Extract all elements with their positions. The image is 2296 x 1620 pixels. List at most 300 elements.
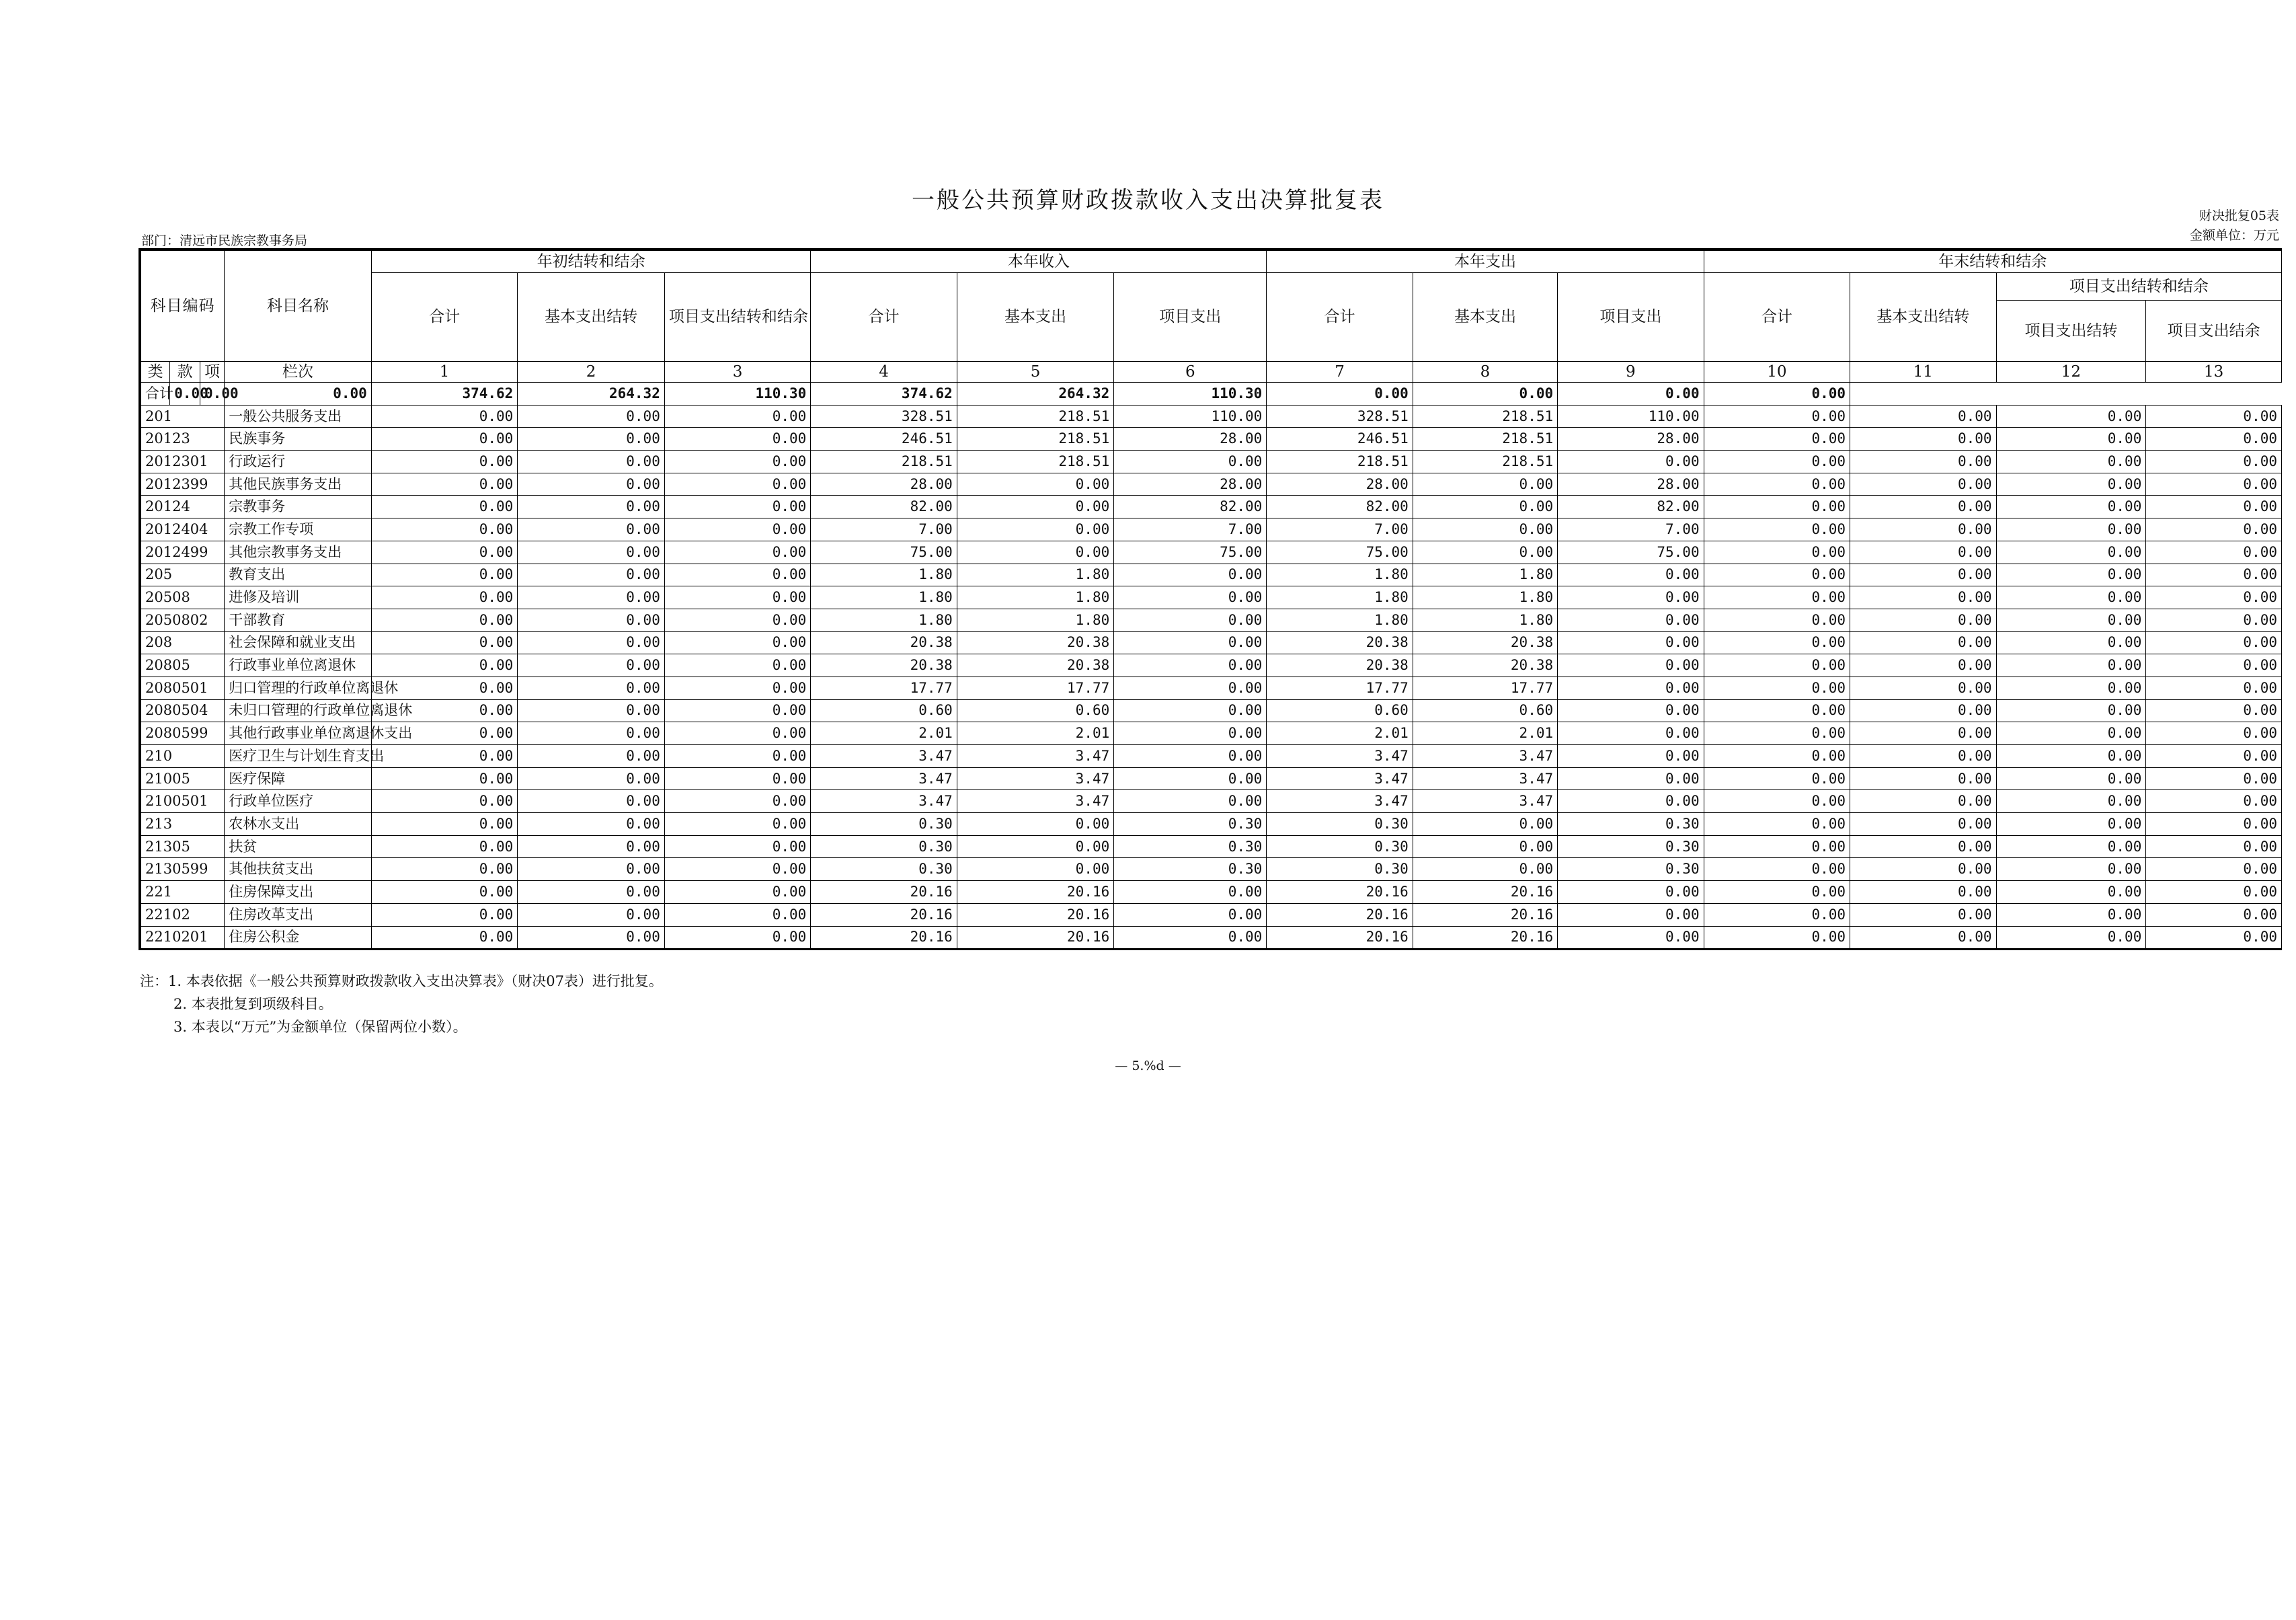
col-index-8: 8 — [1413, 362, 1557, 383]
amount-cell: 20.38 — [1413, 631, 1557, 654]
header-xiang: 项 — [200, 362, 225, 383]
amount-cell: 0.00 — [664, 813, 810, 836]
amount-cell: 1.80 — [957, 609, 1113, 631]
amount-cell: 0.00 — [1114, 926, 1267, 950]
amount-cell: 0.00 — [1558, 609, 1704, 631]
table-row — [140, 790, 2282, 813]
amount-cell: 0.00 — [518, 631, 665, 654]
amount-cell: 0.00 — [371, 518, 517, 541]
amount-cell: 110.00 — [1114, 405, 1267, 428]
amount-cell: 0.00 — [1996, 586, 2146, 609]
amount-cell: 0.00 — [518, 881, 665, 904]
amount-cell: 0.00 — [371, 813, 517, 836]
amount-cell: 0.00 — [518, 835, 665, 858]
amount-cell: 3.47 — [1267, 745, 1413, 768]
amount-cell: 20.38 — [957, 631, 1113, 654]
subject-name: 行政单位医疗 — [225, 790, 372, 813]
amount-cell: 0.00 — [518, 745, 665, 768]
amount-cell: 0.00 — [1996, 496, 2146, 518]
amount-cell: 0.00 — [371, 699, 517, 722]
header-col-2: 基本支出结转 — [518, 273, 665, 362]
amount-cell: 0.00 — [1850, 496, 1996, 518]
amount-cell: 0.00 — [1114, 654, 1267, 677]
amount-cell: 20.38 — [1267, 654, 1413, 677]
amount-cell: 0.00 — [664, 473, 810, 496]
amount-cell: 0.00 — [2146, 609, 2282, 631]
amount-cell: 20.16 — [1413, 926, 1557, 950]
amount-cell: 0.00 — [1996, 835, 2146, 858]
amount-cell: 0.00 — [1850, 564, 1996, 586]
note-line: 2. 本表批复到项级科目。 — [173, 996, 333, 1012]
amount-cell: 0.00 — [1413, 496, 1557, 518]
amount-cell: 0.00 — [371, 541, 517, 564]
amount-cell: 218.51 — [1267, 451, 1413, 473]
page-footer: — 5.%d — — [1115, 1058, 1181, 1073]
table-row — [140, 881, 2282, 904]
col-index-10: 10 — [1704, 362, 1850, 383]
amount-cell: 0.00 — [1413, 858, 1557, 881]
amount-cell: 0.00 — [2146, 835, 2282, 858]
budget-table — [138, 248, 2282, 950]
amount-cell: 3.47 — [1413, 767, 1557, 790]
amount-cell: 0.00 — [371, 881, 517, 904]
amount-cell: 28.00 — [1114, 473, 1267, 496]
amount-cell: 0.00 — [1704, 858, 1850, 881]
amount-cell: 0.00 — [2146, 405, 2282, 428]
amount-cell: 0.00 — [371, 564, 517, 586]
header-col-8: 基本支出 — [1413, 273, 1557, 362]
amount-cell: 7.00 — [811, 518, 957, 541]
table-row — [140, 654, 2282, 677]
currency-unit: 金额单位：万元 — [2189, 228, 2279, 243]
amount-cell: 0.00 — [1114, 903, 1267, 926]
amount-cell: 1.80 — [811, 586, 957, 609]
table-row — [140, 767, 2282, 790]
amount-cell: 0.00 — [1996, 858, 2146, 881]
amount-cell: 0.00 — [1704, 405, 1850, 428]
amount-cell: 0.00 — [1558, 790, 1704, 813]
amount-cell: 0.00 — [1558, 903, 1704, 926]
header-col-6: 项目支出 — [1114, 273, 1267, 362]
amount-cell: 0.30 — [1267, 858, 1413, 881]
amount-cell: 246.51 — [811, 428, 957, 451]
subject-code: 2012301 — [140, 451, 225, 473]
amount-cell: 0.00 — [1850, 767, 1996, 790]
amount-cell: 0.00 — [1996, 405, 2146, 428]
amount-cell: 28.00 — [1267, 473, 1413, 496]
amount-cell: 0.00 — [664, 858, 810, 881]
total-cell: 374.62 — [371, 383, 517, 406]
amount-cell: 0.00 — [2146, 722, 2282, 745]
amount-cell: 0.00 — [1558, 451, 1704, 473]
amount-cell: 0.00 — [2146, 428, 2282, 451]
amount-cell: 0.30 — [1267, 813, 1413, 836]
col-index-1: 1 — [371, 362, 517, 383]
amount-cell: 0.00 — [2146, 677, 2282, 699]
amount-cell: 0.00 — [2146, 654, 2282, 677]
amount-cell: 0.00 — [1114, 699, 1267, 722]
subject-code: 221 — [140, 881, 225, 904]
subject-name: 行政事业单位离退休 — [225, 654, 372, 677]
amount-cell: 0.00 — [1114, 631, 1267, 654]
total-cell: 110.30 — [1114, 383, 1267, 406]
amount-cell: 0.00 — [664, 518, 810, 541]
amount-cell: 1.80 — [1267, 586, 1413, 609]
header-group-closing: 年末结转和结余 — [1704, 249, 2281, 273]
amount-cell: 20.16 — [957, 881, 1113, 904]
amount-cell: 0.00 — [371, 835, 517, 858]
amount-cell: 0.00 — [1996, 722, 2146, 745]
amount-cell: 0.00 — [957, 835, 1113, 858]
amount-cell: 0.00 — [1850, 926, 1996, 950]
amount-cell: 20.16 — [1267, 903, 1413, 926]
amount-cell: 3.47 — [957, 767, 1113, 790]
amount-cell: 82.00 — [1558, 496, 1704, 518]
amount-cell: 82.00 — [1267, 496, 1413, 518]
subject-name: 教育支出 — [225, 564, 372, 586]
amount-cell: 0.00 — [2146, 451, 2282, 473]
amount-cell: 0.00 — [2146, 767, 2282, 790]
amount-cell: 0.00 — [2146, 541, 2282, 564]
amount-cell: 82.00 — [811, 496, 957, 518]
table-row — [140, 677, 2282, 699]
amount-cell: 0.00 — [2146, 631, 2282, 654]
table-row — [140, 835, 2282, 858]
amount-cell: 0.00 — [1850, 722, 1996, 745]
col-index-3: 3 — [664, 362, 810, 383]
subject-name: 社会保障和就业支出 — [225, 631, 372, 654]
amount-cell: 20.16 — [811, 881, 957, 904]
amount-cell: 7.00 — [1267, 518, 1413, 541]
amount-cell: 0.00 — [1996, 745, 2146, 768]
amount-cell: 0.30 — [811, 858, 957, 881]
header-group-income: 本年收入 — [811, 249, 1267, 273]
amount-cell: 28.00 — [811, 473, 957, 496]
subject-name: 宗教事务 — [225, 496, 372, 518]
amount-cell: 0.00 — [1413, 813, 1557, 836]
table-row — [140, 722, 2282, 745]
amount-cell: 20.16 — [957, 903, 1113, 926]
subject-name: 住房改革支出 — [225, 903, 372, 926]
header-col-13: 项目支出结余 — [2146, 301, 2282, 362]
amount-cell: 20.38 — [1413, 654, 1557, 677]
amount-cell: 0.00 — [371, 745, 517, 768]
amount-cell: 0.00 — [371, 722, 517, 745]
amount-cell: 0.00 — [1850, 405, 1996, 428]
amount-cell: 0.00 — [664, 586, 810, 609]
amount-cell: 0.00 — [1558, 881, 1704, 904]
amount-cell: 0.30 — [1114, 813, 1267, 836]
amount-cell: 0.00 — [1114, 609, 1267, 631]
amount-cell: 0.00 — [664, 451, 810, 473]
amount-cell: 0.00 — [518, 858, 665, 881]
amount-cell: 0.00 — [957, 813, 1113, 836]
table-row — [140, 699, 2282, 722]
amount-cell: 0.00 — [1996, 473, 2146, 496]
header-group-opening: 年初结转和结余 — [371, 249, 810, 273]
amount-cell: 0.00 — [371, 767, 517, 790]
amount-cell: 0.00 — [664, 745, 810, 768]
amount-cell: 0.00 — [1996, 881, 2146, 904]
amount-cell: 0.00 — [518, 767, 665, 790]
amount-cell: 17.77 — [1413, 677, 1557, 699]
col-index-5: 5 — [957, 362, 1113, 383]
col-index-7: 7 — [1267, 362, 1413, 383]
amount-cell: 0.00 — [664, 609, 810, 631]
amount-cell: 0.00 — [371, 405, 517, 428]
form-number: 财决批复05表 — [2199, 208, 2279, 223]
header-kuan: 款 — [170, 362, 200, 383]
amount-cell: 0.00 — [1413, 518, 1557, 541]
table-row — [140, 926, 2282, 950]
amount-cell: 20.16 — [811, 926, 957, 950]
amount-cell: 0.00 — [1558, 586, 1704, 609]
amount-cell: 2.01 — [1413, 722, 1557, 745]
amount-cell: 0.00 — [664, 405, 810, 428]
amount-cell: 218.51 — [957, 428, 1113, 451]
subject-name: 医疗卫生与计划生育支出 — [225, 745, 372, 768]
subject-code: 2080599 — [140, 722, 225, 745]
subject-name: 归口管理的行政单位离退休 — [225, 677, 372, 699]
table-row — [140, 564, 2282, 586]
amount-cell: 0.60 — [811, 699, 957, 722]
total-cell: 0.00 — [1704, 383, 1850, 406]
subject-name: 干部教育 — [225, 609, 372, 631]
amount-cell: 17.77 — [957, 677, 1113, 699]
subject-name: 农林水支出 — [225, 813, 372, 836]
amount-cell: 0.00 — [2146, 564, 2282, 586]
amount-cell: 0.00 — [957, 496, 1113, 518]
header-col-9: 项目支出 — [1558, 273, 1704, 362]
header-col-5: 基本支出 — [957, 273, 1113, 362]
amount-cell: 218.51 — [1413, 405, 1557, 428]
amount-cell: 0.00 — [1704, 541, 1850, 564]
amount-cell: 0.00 — [2146, 586, 2282, 609]
amount-cell: 0.00 — [1996, 767, 2146, 790]
amount-cell: 218.51 — [1413, 451, 1557, 473]
amount-cell: 0.00 — [371, 903, 517, 926]
department-label: 部门：清远市民族宗教事务局 — [141, 233, 308, 248]
amount-cell: 0.00 — [2146, 926, 2282, 950]
table-row — [140, 609, 2282, 631]
amount-cell: 0.00 — [1114, 745, 1267, 768]
amount-cell: 0.00 — [1850, 631, 1996, 654]
amount-cell: 7.00 — [1114, 518, 1267, 541]
amount-cell: 1.80 — [1267, 564, 1413, 586]
col-index-4: 4 — [811, 362, 957, 383]
amount-cell: 1.80 — [811, 564, 957, 586]
amount-cell: 0.00 — [1850, 813, 1996, 836]
amount-cell: 0.00 — [371, 677, 517, 699]
total-cell: 264.32 — [957, 383, 1113, 406]
amount-cell: 2.01 — [957, 722, 1113, 745]
table-row — [140, 496, 2282, 518]
page-title: 一般公共预算财政拨款收入支出决算批复表 — [912, 187, 1384, 214]
total-cell: 264.32 — [518, 383, 665, 406]
subject-name: 其他宗教事务支出 — [225, 541, 372, 564]
subject-name: 行政运行 — [225, 451, 372, 473]
subject-code: 22102 — [140, 903, 225, 926]
amount-cell: 0.00 — [664, 790, 810, 813]
amount-cell: 20.38 — [957, 654, 1113, 677]
total-row — [140, 383, 2282, 406]
amount-cell: 0.00 — [518, 677, 665, 699]
table-row — [140, 518, 2282, 541]
amount-cell: 0.00 — [1704, 926, 1850, 950]
amount-cell: 75.00 — [1558, 541, 1704, 564]
subject-code: 21305 — [140, 835, 225, 858]
table-row — [140, 631, 2282, 654]
amount-cell: 0.00 — [957, 858, 1113, 881]
amount-cell: 0.00 — [1704, 881, 1850, 904]
amount-cell: 0.00 — [664, 564, 810, 586]
amount-cell: 218.51 — [811, 451, 957, 473]
amount-cell: 0.00 — [518, 813, 665, 836]
amount-cell: 0.00 — [664, 541, 810, 564]
amount-cell: 0.00 — [1558, 631, 1704, 654]
amount-cell: 0.00 — [1413, 541, 1557, 564]
amount-cell: 0.00 — [664, 699, 810, 722]
amount-cell: 0.00 — [1558, 745, 1704, 768]
amount-cell: 0.00 — [664, 654, 810, 677]
amount-cell: 28.00 — [1558, 428, 1704, 451]
amount-cell: 0.00 — [1558, 699, 1704, 722]
amount-cell: 0.00 — [371, 428, 517, 451]
amount-cell: 0.00 — [371, 654, 517, 677]
amount-cell: 0.00 — [1114, 881, 1267, 904]
amount-cell: 0.30 — [1558, 835, 1704, 858]
header-col-12: 项目支出结转 — [1996, 301, 2146, 362]
amount-cell: 0.00 — [2146, 903, 2282, 926]
amount-cell: 0.00 — [1850, 654, 1996, 677]
amount-cell: 0.00 — [1413, 835, 1557, 858]
amount-cell: 0.00 — [1996, 790, 2146, 813]
amount-cell: 0.00 — [1558, 677, 1704, 699]
amount-cell: 82.00 — [1114, 496, 1267, 518]
amount-cell: 0.00 — [1704, 564, 1850, 586]
amount-cell: 0.00 — [664, 631, 810, 654]
amount-cell: 0.00 — [1996, 451, 2146, 473]
header-col-3: 项目支出结转和结余 — [664, 273, 810, 362]
amount-cell: 3.47 — [811, 790, 957, 813]
amount-cell: 3.47 — [957, 790, 1113, 813]
amount-cell: 0.30 — [1114, 858, 1267, 881]
col-index-13: 13 — [2146, 362, 2282, 383]
note-line: 3. 本表以“万元”为金额单位（保留两位小数）。 — [173, 1019, 467, 1035]
total-cell: 374.62 — [811, 383, 957, 406]
total-cell: 0.00 — [225, 383, 372, 406]
amount-cell: 0.00 — [1704, 586, 1850, 609]
amount-cell: 0.00 — [518, 473, 665, 496]
subject-code: 2210201 — [140, 926, 225, 950]
table-container — [138, 248, 2282, 950]
table-row — [140, 473, 2282, 496]
subject-code: 2080504 — [140, 699, 225, 722]
amount-cell: 0.00 — [1114, 564, 1267, 586]
amount-cell: 75.00 — [1114, 541, 1267, 564]
amount-cell: 20.16 — [957, 926, 1113, 950]
subject-code: 2080501 — [140, 677, 225, 699]
total-cell: 0.00 — [170, 383, 200, 406]
amount-cell: 328.51 — [1267, 405, 1413, 428]
amount-cell: 0.00 — [518, 451, 665, 473]
amount-cell: 0.00 — [1704, 813, 1850, 836]
subject-code: 213 — [140, 813, 225, 836]
amount-cell: 0.00 — [371, 609, 517, 631]
amount-cell: 0.00 — [664, 767, 810, 790]
subject-code: 20805 — [140, 654, 225, 677]
header-col-4: 合计 — [811, 273, 957, 362]
amount-cell: 0.00 — [1704, 722, 1850, 745]
subject-code: 205 — [140, 564, 225, 586]
amount-cell: 20.38 — [1267, 631, 1413, 654]
amount-cell: 0.00 — [1704, 518, 1850, 541]
amount-cell: 0.00 — [371, 473, 517, 496]
amount-cell: 0.00 — [1996, 609, 2146, 631]
amount-cell: 0.00 — [1704, 903, 1850, 926]
table-row — [140, 428, 2282, 451]
subject-name: 住房保障支出 — [225, 881, 372, 904]
amount-cell: 0.00 — [371, 496, 517, 518]
subject-code: 2050802 — [140, 609, 225, 631]
amount-cell: 0.00 — [1413, 473, 1557, 496]
amount-cell: 0.00 — [518, 903, 665, 926]
amount-cell: 0.00 — [518, 541, 665, 564]
amount-cell: 0.00 — [664, 881, 810, 904]
amount-cell: 0.00 — [371, 631, 517, 654]
amount-cell: 0.00 — [1704, 767, 1850, 790]
amount-cell: 0.00 — [2146, 881, 2282, 904]
amount-cell: 75.00 — [1267, 541, 1413, 564]
amount-cell: 0.00 — [371, 926, 517, 950]
amount-cell: 0.00 — [664, 722, 810, 745]
table-row — [140, 586, 2282, 609]
total-cell: 110.30 — [664, 383, 810, 406]
amount-cell: 17.77 — [1267, 677, 1413, 699]
amount-cell: 0.00 — [2146, 858, 2282, 881]
amount-cell: 1.80 — [1413, 586, 1557, 609]
amount-cell: 0.60 — [1413, 699, 1557, 722]
amount-cell: 0.00 — [518, 405, 665, 428]
amount-cell: 7.00 — [1558, 518, 1704, 541]
amount-cell: 0.00 — [1558, 654, 1704, 677]
amount-cell: 0.00 — [1850, 903, 1996, 926]
amount-cell: 0.00 — [1704, 428, 1850, 451]
amount-cell: 0.00 — [1850, 586, 1996, 609]
amount-cell: 218.51 — [957, 405, 1113, 428]
header-col-11: 基本支出结转 — [1850, 273, 1996, 362]
amount-cell: 0.00 — [1850, 518, 1996, 541]
table-row — [140, 745, 2282, 768]
subject-code: 20508 — [140, 586, 225, 609]
amount-cell: 0.00 — [957, 473, 1113, 496]
amount-cell: 0.00 — [1850, 541, 1996, 564]
amount-cell: 1.80 — [957, 586, 1113, 609]
amount-cell: 0.00 — [1996, 654, 2146, 677]
amount-cell: 0.00 — [2146, 745, 2282, 768]
header-group-expense: 本年支出 — [1267, 249, 1704, 273]
amount-cell: 0.00 — [1114, 722, 1267, 745]
amount-cell: 0.30 — [811, 813, 957, 836]
amount-cell: 0.00 — [1996, 564, 2146, 586]
note-line: 注：1. 本表依据《一般公共预算财政拨款收入支出决算表》（财决07表）进行批复。 — [140, 973, 663, 989]
amount-cell: 20.38 — [811, 631, 957, 654]
header-subgroup-project: 项目支出结转和结余 — [1996, 273, 2281, 301]
amount-cell: 0.00 — [1558, 767, 1704, 790]
amount-cell: 246.51 — [1267, 428, 1413, 451]
amount-cell: 0.30 — [1558, 813, 1704, 836]
col-index-2: 2 — [518, 362, 665, 383]
